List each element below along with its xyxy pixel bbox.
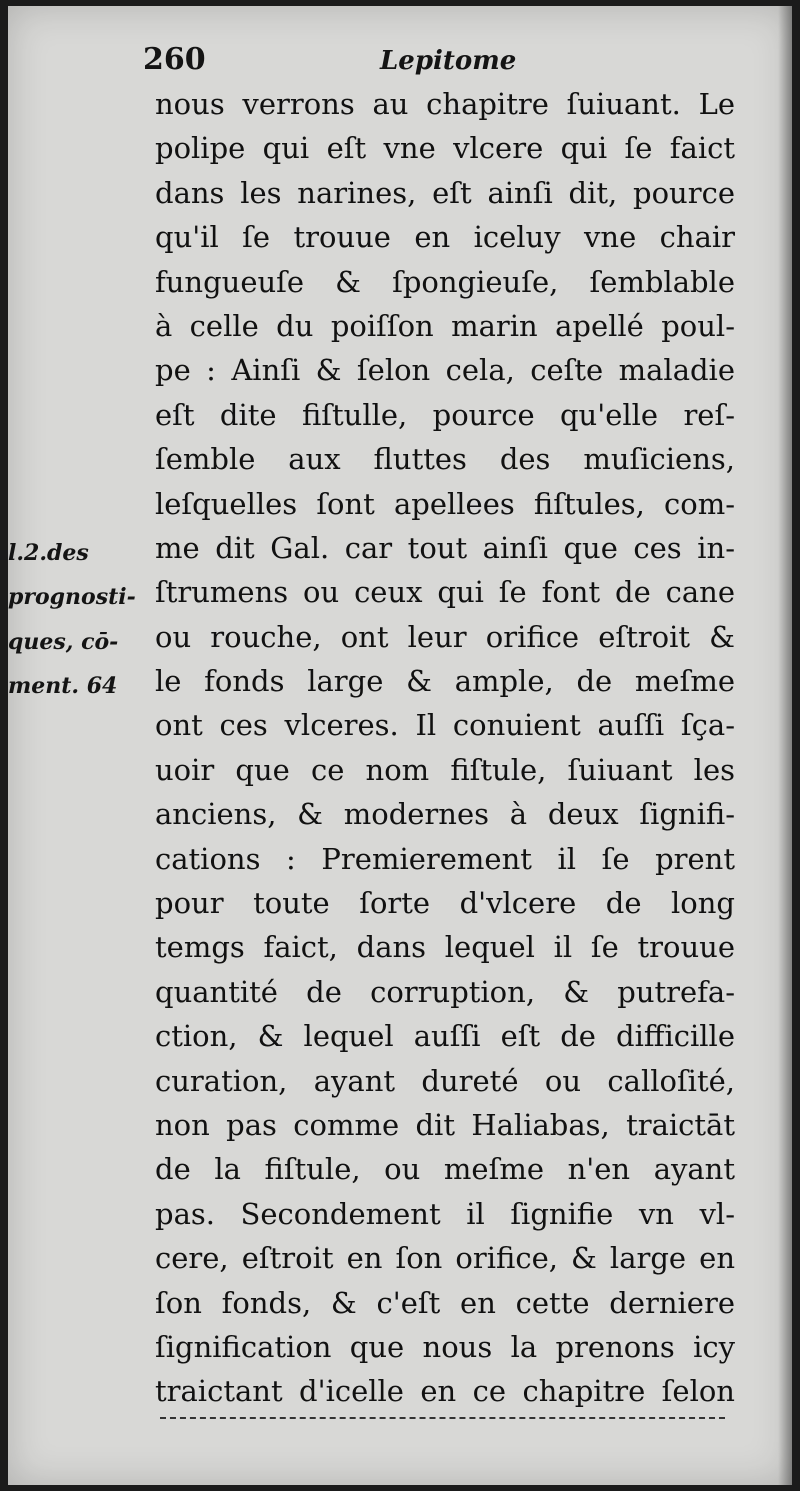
text-line: fungueuſe & ſpongieuſe, ſemblable xyxy=(155,264,735,299)
text-line: non pas comme dit Haliabas, traictāt xyxy=(155,1107,735,1142)
text-line: ſignification que nous la prenons icy xyxy=(155,1329,735,1364)
text-line: ſtrumens ou ceux qui ſe font de cane xyxy=(155,575,735,610)
text-line: ction, & lequel auſſi eſt de difficille xyxy=(155,1019,735,1054)
text-line: traictant d'icelle en ce chapitre ſelon xyxy=(155,1374,735,1409)
text-line: eſt dite fiſtulle, pource qu'elle reſ- xyxy=(155,397,735,432)
book-page xyxy=(8,6,792,1485)
margin-note-line: prognosti- xyxy=(8,584,136,611)
text-line: pe : Ainſi & ſelon cela, ceſte maladie xyxy=(155,353,735,388)
text-line: cations : Premierement il ſe prent xyxy=(155,841,735,876)
text-line: de la fiſtule, ou meſme n'en ayant xyxy=(155,1152,735,1187)
bottom-rule xyxy=(160,1417,725,1419)
text-line: pas. Secondement il ſignifie vn vl- xyxy=(155,1196,735,1231)
text-line: uoir que ce nom fiſtule, ſuiuant les xyxy=(155,752,735,787)
text-line: quantité de corruption, & putrefa- xyxy=(155,974,735,1009)
page-edge-shadow xyxy=(778,6,792,1485)
text-line: polipe qui eſt vne vlcere qui ſe faict xyxy=(155,131,735,166)
text-line: qu'il ſe trouue en iceluy vne chair xyxy=(155,220,735,255)
text-line: ſon fonds, & c'eſt en cette derniere xyxy=(155,1285,735,1320)
margin-note xyxy=(8,531,148,709)
text-line: nous verrons au chapitre ſuiuant. Le xyxy=(155,87,735,121)
margin-note-line: ment. 64 xyxy=(8,673,118,700)
margin-note-line: l.2.des xyxy=(8,540,89,566)
text-line: le fonds large & ample, de meſme xyxy=(155,664,735,699)
page-number: 260 xyxy=(143,42,206,77)
text-line: curation, ayant dureté ou calloſité, xyxy=(155,1063,735,1098)
text-line: pour toute ſorte d'vlcere de long xyxy=(155,886,735,921)
text-line: ont ces vlceres. Il conuient auſſi ſça- xyxy=(155,708,735,743)
body-text xyxy=(155,82,735,1414)
text-line: anciens, & modernes à deux ſignifi- xyxy=(155,797,735,832)
running-title: Lepitome xyxy=(380,46,517,76)
text-line: leſquelles ſont apellees fiſtules, com- xyxy=(155,486,735,521)
margin-note-line: ques, cō- xyxy=(8,628,119,655)
text-line: me dit Gal. car tout ainſi que ces in- xyxy=(155,530,735,565)
text-line: temgs faict, dans lequel il ſe trouue xyxy=(155,930,735,965)
text-line: ou rouche, ont leur orifice eſtroit & xyxy=(155,619,735,654)
text-line: ſemble aux fluttes des muſiciens, xyxy=(155,442,735,477)
text-line: à celle du poiſſon marin apellé poul- xyxy=(155,308,735,343)
text-line: dans les narines, eſt ainſi dit, pource xyxy=(155,175,735,210)
text-line: cere, eſtroit en ſon orifice, & large en xyxy=(155,1241,735,1276)
